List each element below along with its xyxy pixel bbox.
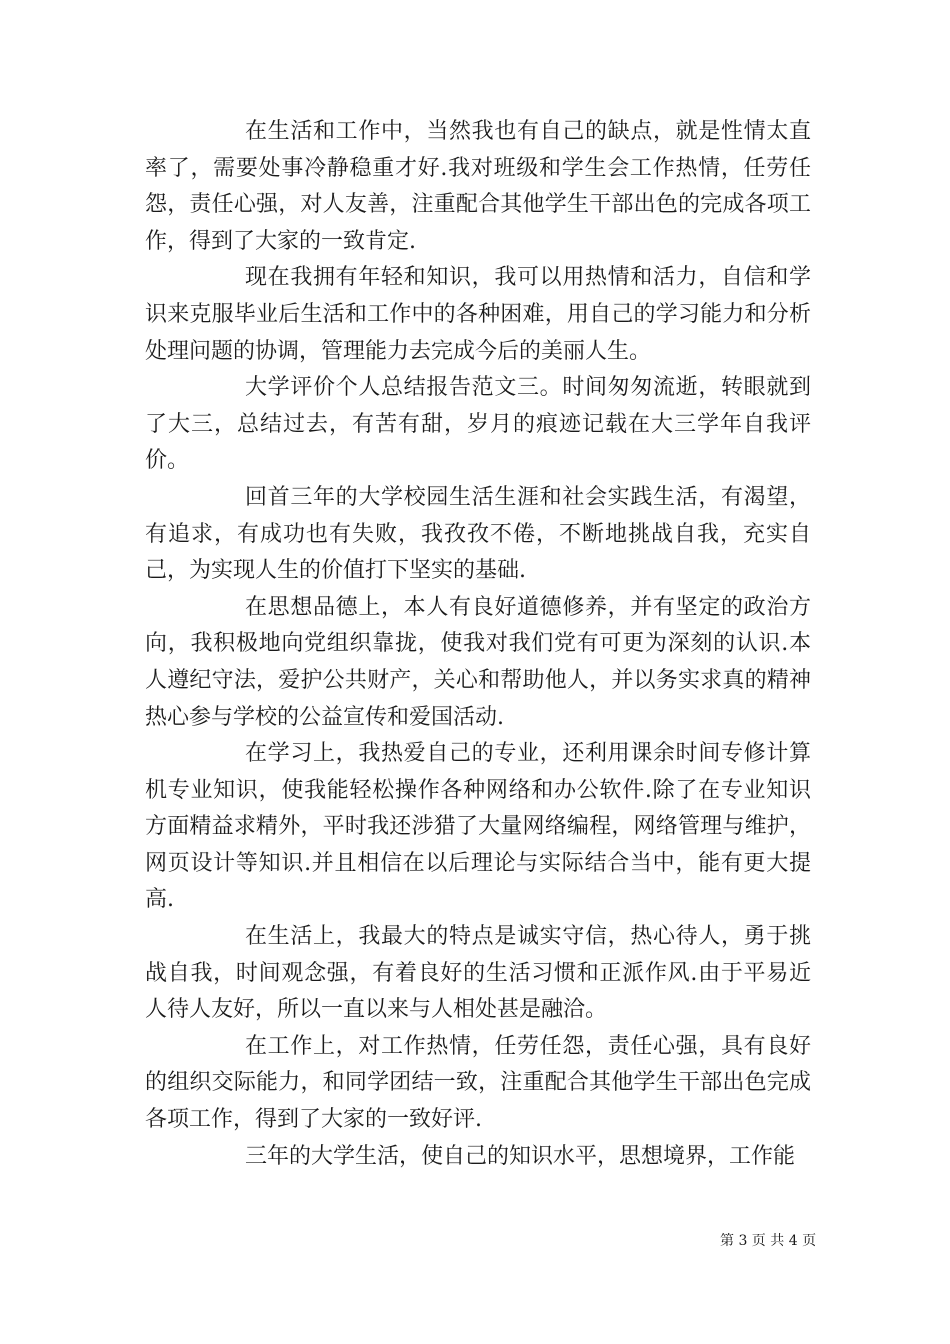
paragraph-7: 在生活上，我最大的特点是诚实守信，热心待人，勇于挑战自我，时间观念强，有着良好的生活习惯和正派作风.由于平易近人待人友好，所以一直以来与人相处甚是融洽。 (145, 924, 811, 1023)
paragraph-9: 三年的大学生活，使自己的知识水平，思想境界，工作能 (245, 1143, 796, 1169)
paragraph-2: 现在我拥有年轻和知识，我可以用热情和活力，自信和学识来克服毕业后生活和工作中的各种困难，用自己的学习能力和分析处理问题的协调，管理能力去完成今后的美丽人生。 (145, 265, 811, 364)
document-body (145, 114, 811, 1175)
paragraph-5: 在思想品德上，本人有良好道德修养，并有坚定的政治方向，我积极地向党组织靠拢，使我对我们党有可更为深刻的认识.本人遵纪守法，爱护公共财产，关心和帮助他人，并以务实求真的精神热心参与学校的公益宣传和爱国活动. (145, 594, 811, 730)
page-number-footer: 第 3 页 共 4 页 (720, 1233, 817, 1249)
paragraph-6: 在学习上，我热爱自己的专业，还利用课余时间专修计算机专业知识，使我能轻松操作各种网络和办公软件.除了在专业知识方面精益求精外，平时我还涉猎了大量网络编程，网络管理与维护，网页设计等知识.并且相信在以后理论与实际结合当中，能有更大提高. (145, 741, 811, 913)
paragraph-3: 大学评价个人总结报告范文三。时间匆匆流逝，转眼就到了大三，总结过去，有苦有甜，岁月的痕迹记载在大三学年自我评价。 (145, 375, 811, 474)
paragraph-8: 在工作上，对工作热情，任劳任怨，责任心强，具有良好的组织交际能力，和同学团结一致，注重配合其他学生干部出色完成各项工作，得到了大家的一致好评. (145, 1033, 811, 1133)
paragraph-4: 回首三年的大学校园生活生涯和社会实践生活，有渴望，有追求，有成功也有失败，我孜孜不倦，不断地挑战自我，充实自己，为实现人生的价值打下坚实的基础. (145, 484, 811, 584)
paragraph-1: 在生活和工作中，当然我也有自己的缺点，就是性情太直率了，需要处事冷静稳重才好.我对班级和学生会工作热情，任劳任怨，责任心强，对人友善，注重配合其他学生干部出色的完成各项工作，得到了大家的一致肯定. (145, 119, 811, 254)
